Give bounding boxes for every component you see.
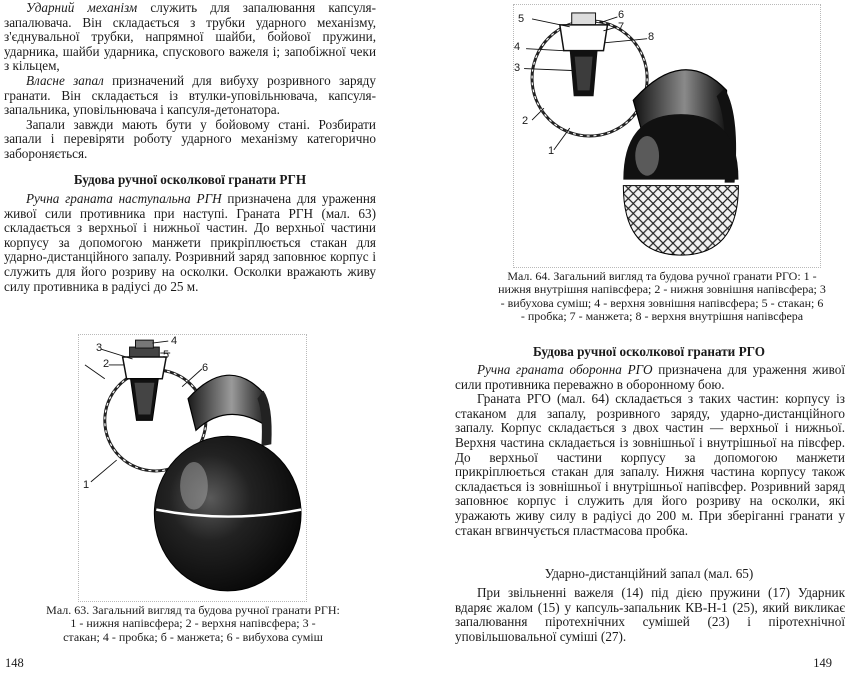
figure-63-label-3: 3 [96,342,103,354]
figure-64-rgo-grenade [513,4,821,268]
page-number-left: 148 [5,656,24,670]
paragraph-rgo-intro: Ручна граната оборонна РГО призначена для ураження живої сили противника переважно в оборонному бою. [455,362,845,392]
section-text-rgn [4,192,376,294]
figure-64-label-2: 2 [522,115,529,127]
section-title-rgn: Будова ручної осколкової гранати РГН [73,172,307,187]
paragraph-fuze: При звільненні важеля (14) під дією пружини (17) Ударник вдаряє жалом (15) у капсуль-запальник КВ-Н-1 (25), який викликає запалювання піротехнічних сумішей (23) і піротехнічної уповільшовальної суміші (27). [455,585,845,644]
figure-64-caption: Мал. 64. Загальний вигляд та будова ручної гранати РГО: 1 - нижня внутрішня напівсфера; 2 - нижня зовнішня напівсфера; 3 - вибухова суміш; 4 - верхня зовнішня напівсфера; 5 - стакан; 6 - пробка; 7 - манжета; 8 - верхня внутрішня напівсфера [498,269,826,323]
figure-63-caption: Мал. 63. Загальний вигляд та будова ручної гранати РГН: 1 - нижня напівсфера; 2 - верхня напівсфера; 3 - стакан; 4 - пробка; б - манжета; 6 - вибухова суміш [46,603,340,644]
figure-63-label-5: 5 [163,349,170,361]
figure-63-label-2: 2 [103,358,110,370]
figure-63-label-1: 1 [83,479,90,491]
section-title-rgo: Будова ручної осколкової гранати РГО [533,344,765,359]
figure-63-label-6: 6 [202,362,209,374]
rgn-grenade-illustration [79,335,306,601]
figure-64-label-1: 1 [548,145,555,157]
paragraph-rgn: Ручна граната наступальна РГН призначена для ураження живої сили противника при наступі. Граната РГН (мал. 63) складається з верхньої і нижньої частин. До верхньої частини корпусу за допомогою манжети прикріплюється стакан для ударно-дистанційного запалу. Розривний заряд заповнює корпус і служить для його розриву на осколки. Осколки вражають живу силу противника в радіусі до 25 м. [4,191,376,294]
subsection-title-fuze: Ударно-дистанційний запал (мал. 65) [544,566,754,581]
right-page [431,0,862,679]
subsection-text-fuze [455,586,845,644]
figure-64-label-7: 7 [618,21,625,33]
figure-63-rgn-grenade [78,334,307,602]
figure-64-label-8: 8 [648,31,655,43]
paragraph-striker-mechanism: Ударний механізм служить для запалювання капсуля-запалювача. Він складається з трубки ударного механізму, з'єднувальної трубки, напрямної шайби, бойової пружини, ударника, шайби ударника, спускового важеля і; запобіжної чеки з кільцем, [4,0,376,74]
figure-64-label-6: 6 [618,9,625,21]
paragraph-fuze-proper: Власне запал призначений для вибуху розривного заряду гранати. Він складається із втулки-уповільнювача, капсуля-запальника, уповільнювача і капсуля-детонатора. [4,72,376,118]
figure-64-label-5: 5 [518,13,525,25]
figure-64-label-3: 3 [514,62,521,74]
section-text-rgo [455,363,845,538]
intro-text [4,1,376,162]
rgo-grenade-illustration [514,5,820,267]
figure-64-label-4: 4 [514,41,521,53]
page-number-right: 149 [813,656,832,670]
figure-63-label-4: 4 [171,335,178,347]
paragraph-rgo-structure: Граната РГО (мал. 64) складається з таких частин: корпусу із стаканом для запалу, розривного заряду, ударно-дистанційного запалу. Корпус складається з двох частин — верхньої і нижньої. Верхня частина складається із зовнішньої і внутрішньої на півсфер. До верхньої частини корпусу за допомогою манжети прикріплюється стакан для запалу. Нижня частина корпусу також складається із зовнішньої і внутрішньої напівсфер. Розривний заряд заповнює корпус і служить для його розриву на осколки, які уражають живу силу в радіусі до 200 м. При зберіганні гранати у стакан вгвинчується пластмасова пробка. [455,391,845,538]
paragraph-fuze-warning: Запали завжди мають бути у бойовому стані. Розбирати запали і перевіряти роботу ударного механізму категорично забороняється. [4,116,376,161]
